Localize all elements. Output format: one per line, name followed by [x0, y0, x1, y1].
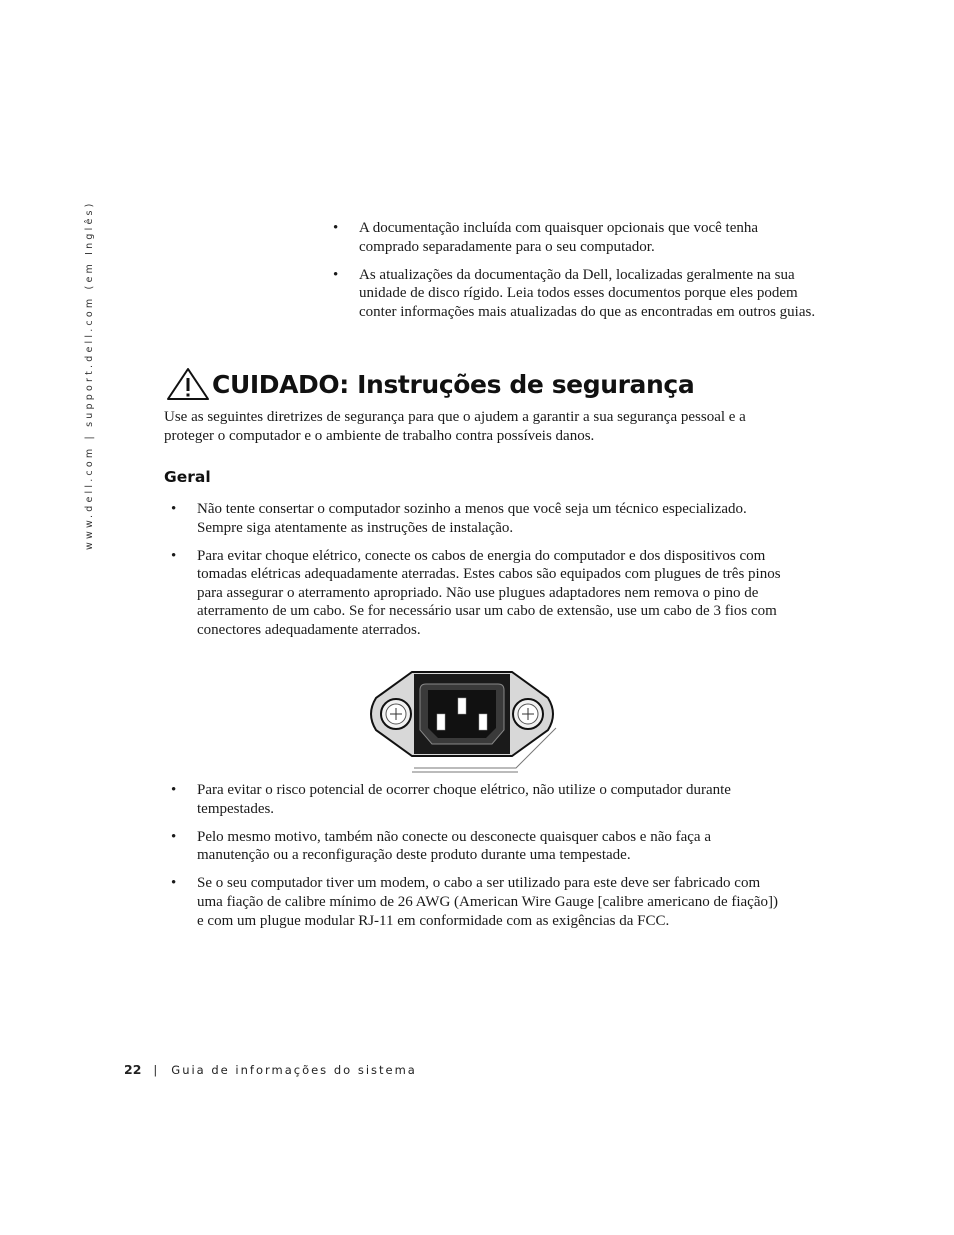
list-item: • Pelo mesmo motivo, também não conecte ou desconecte quaisquer cabos e não faça a manutenção ou a reconfiguração deste produto durante uma tempestade. — [197, 828, 787, 865]
documentation-list — [359, 219, 819, 331]
section-heading — [166, 364, 694, 404]
list-item: • Para evitar o risco potencial de ocorrer choque elétrico, não utilize o computador durante tempestades. — [197, 781, 787, 818]
list-item: • As atualizações da documentação da Dell, localizadas geralmente na sua unidade de disco rígido. Leia todos esses documentos porque eles podem conter informações mais atualizadas do que as encontradas em outros guias. — [359, 266, 819, 322]
page-footer — [124, 1062, 417, 1077]
power-connector-illustration — [366, 668, 558, 774]
left-screw-icon — [381, 699, 411, 729]
list-item: • Para evitar choque elétrico, conecte os cabos de energia do computador e dos dispositivos com tomadas elétricas adequadamente aterradas. Estes cabos são equipados com plugues de três pinos para assegurar o aterramento apropriado. Não use plugues adaptadores nem remova o pino de aterramento de um cabo. Se for necessário usar um cabo de extensão, use um cabo de 3 fios com conectores adequadamente aterrados. — [197, 547, 787, 640]
right-screw-icon — [513, 699, 543, 729]
page-number: 22 — [124, 1062, 142, 1077]
footer-separator: | — [153, 1062, 158, 1077]
list-item: • Não tente consertar o computador sozinho a menos que você seja um técnico especializado. Sempre siga atentamente as instruções de instalação. — [197, 500, 787, 537]
footer-title: Guia de informações do sistema — [171, 1062, 417, 1077]
subsection-title: Geral — [164, 468, 211, 486]
warning-triangle-icon — [166, 367, 210, 401]
side-url: www.dell.com | support.dell.com (em Inglês) — [84, 200, 95, 550]
list-item: • A documentação incluída com quaisquer opcionais que você tenha comprado separadamente para o seu computador. — [359, 219, 819, 256]
page-title: CUIDADO: Instruções de segurança — [212, 369, 695, 399]
intro-paragraph: Use as seguintes diretrizes de segurança para que o ajudem a garantir a sua segurança pessoal e a proteger o computador e o ambiente de trabalho contra possíveis danos. — [164, 409, 746, 444]
list-item: • Se o seu computador tiver um modem, o cabo a ser utilizado para este deve ser fabricado com uma fiação de calibre mínimo de 26 AWG (American Wire Gauge [calibre americano de fiação]) e com um plugue modular RJ-11 em conformidade com as exigências da FCC. — [197, 874, 787, 930]
storm-safety-list — [197, 781, 787, 940]
general-safety-list — [197, 500, 787, 649]
